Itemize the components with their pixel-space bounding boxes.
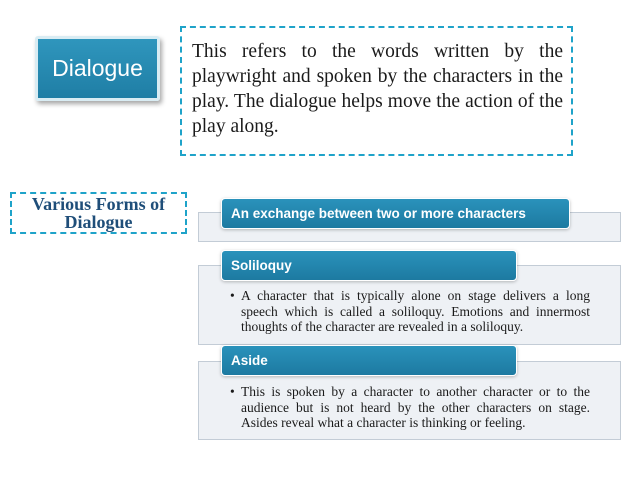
form-description-text: A character that is typically alone on stage delivers a long speech which is called a soliloquy. Emotions and innermost thoughts of the character are revealed in a soliloquy. [241,288,590,334]
definition-text: This refers to the words written by the playwright and spoken by the characters in the play. The dialogue helps move the action of the play along. [192,41,563,137]
bullet-marker: • [230,288,235,303]
form-description-aside [230,384,590,431]
form-header-exchange [221,198,570,229]
form-header-soliloquy [221,250,517,281]
form-title-aside: Aside [231,353,268,368]
form-header-aside [221,345,517,376]
form-description-text: This is spoken by a character to another character or to the audience but is not heard by the other characters on stage. Asides reveal what a character is thinking or feeling. [241,384,590,430]
various-forms-label: Various Forms of Dialogue [10,192,187,234]
dialogue-term-label: Dialogue [52,55,143,81]
dialogue-term-box [35,36,160,101]
form-description-soliloquy [230,288,590,335]
definition-box [180,26,573,156]
form-title-soliloquy: Soliloquy [231,258,292,273]
bullet-marker: • [230,384,235,399]
form-title-exchange: An exchange between two or more characters [231,206,526,221]
